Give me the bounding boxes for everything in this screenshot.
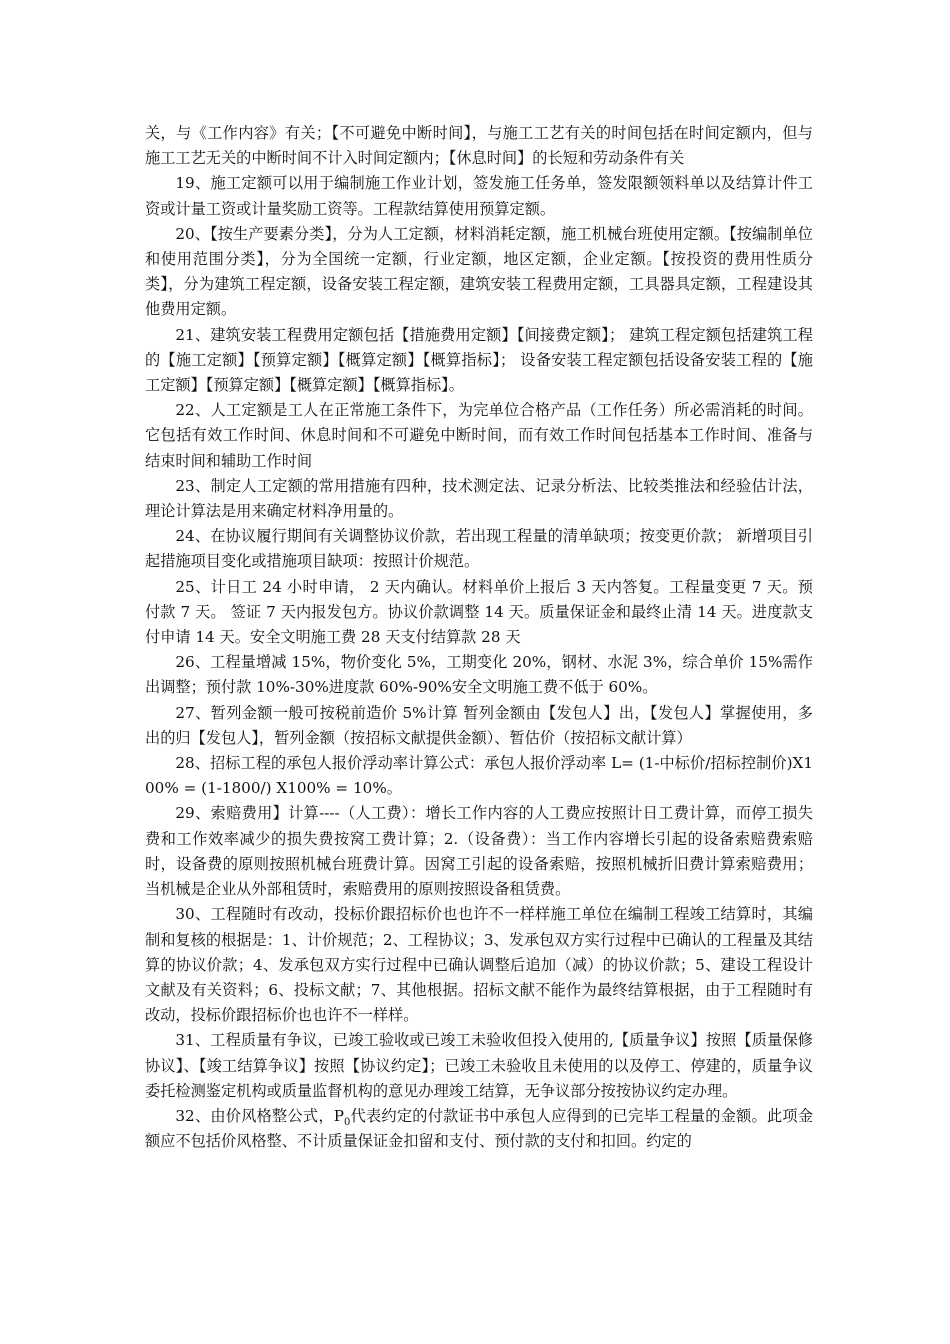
paragraph-31: 31、工程质量有争议，已竣工验收或已竣工未验收但投入使用的,【质量争议】按照【质量保修协议】、【竣工结算争议】按照【协议约定】；已竣工未验收且未使用的以及停工、停建的，质量争议委托检测鉴定机构或质量监督机构的意见办理竣工结算，无争议部分按按协议约定办理。 (145, 1031, 813, 1100)
paragraph-25: 25、计日工 24 小时申请， 2 天内确认。材料单价上报后 3 天内答复。工程量变更 7 天。预付款 7 天。 签证 7 天内报发包方。协议价款调整 14 天。质量保证金和最终止清 14 天。进度款支付申请 14 天。安全文明施工费 28 天支付结算款 28 天 (145, 577, 813, 647)
paragraph-24: 24、在协议履行期间有关调整协议价款，若出现工程量的清单缺项；按变更价款； 新增项目引起措施项目变化或措施项目缺项：按照计价规范。 (145, 527, 813, 571)
paragraph-29: 29、索赔费用】计算----（人工费）：增长工作内容的人工费应按照计日工费计算，而停工损失费和工作效率减少的损失费按窝工费计算；2.（设备费）：当工作内容增长引起的设备索赔费索赔时，设备费的原则按照机械台班费计算。因窝工引起的设备索赔，按照机械折旧费计算索赔费用；当机械是企业从外部租赁时，索赔费用的原则按照设备租赁费。 (145, 804, 813, 899)
paragraph-30: 30、工程随时有改动，投标价跟招标价也也许不一样样施工单位在编制工程竣工结算时，其编制和复核的根据是：1、计价规范；2、工程协议；3、发承包双方实行过程中已确认的工程量及其结算的协议价款；4、发承包双方实行过程中已确认调整后追加（减）的协议价款；5、建设工程设计文献及有关资料；6、投标文献；7、其他根据。招标文献不能作为最终结算根据，由于工程随时有改动，投标价跟招标价也也许不一样样。 (145, 905, 813, 1025)
paragraph-18-continued: 关，与《工作内容》有关；【不可避免中断时间】，与施工工艺有关的时间包括在时间定额内，但与施工工艺无关的中断时间不计入时间定额内；【休息时间】的长短和劳动条件有关 (145, 124, 813, 168)
paragraph-32-lead: 32、由价风格整公式，P (175, 1106, 344, 1125)
subscript-zero: 0 (343, 1116, 351, 1128)
paragraph-21: 21、建筑安装工程费用定额包括【措施费用定额】【间接费定额】； 建筑工程定额包括建筑工程的【施工定额】【预算定额】【概算定额】【概算指标】； 设备安装工程定额包括设备安装工程的【施工定额】【预算定额】【概算定额】【概算指标】。 (145, 325, 813, 395)
paragraph-26: 26、工程量增减 15%，物价变化 5%，工期变化 20%，钢材、水泥 3%，综合单价 15%需作出调整；预付款 10%-30%进度款 60%-90%安全文明施工费不低于 60%。 (145, 653, 813, 697)
paragraph-23: 23、制定人工定额的常用措施有四种，技术测定法、记录分析法、比较类推法和经验估计法，理论计算法是用来确定材料净用量的。 (145, 476, 813, 521)
document-page (145, 121, 813, 1154)
paragraph-32 (145, 1104, 813, 1154)
paragraph-27: 27、暂列金额一般可按税前造价 5%计算 暂列金额由【发包人】出，【发包人】掌握使用，多出的归【发包人】，暂列金额（按招标文献提供金额）、暂估价（按招标文献计算） (145, 703, 813, 747)
paragraph-28: 28、招标工程的承包人报价浮动率计算公式：承包人报价浮动率 L= (1-中标价/招标控制价)X100% = (1-1800/) X100% = 10%。 (145, 754, 813, 798)
paragraph-19: 19、施工定额可以用于编制施工作业计划，签发施工任务单，签发限额领料单以及结算计件工资或计量工资或计量奖励工资等。工程款结算使用预算定额。 (145, 174, 813, 218)
paragraph-20: 20、【按生产要素分类】，分为人工定额，材料消耗定额，施工机械台班使用定额。【按编制单位和使用范围分类】，分为全国统一定额，行业定额，地区定额，企业定额。【按投资的费用性质分类】，分为建筑工程定额，设备安装工程定额，建筑安装工程费用定额，工具器具定额，工程建设其他费用定额。 (145, 224, 813, 319)
paragraph-22: 22、人工定额是工人在正常施工条件下，为完单位合格产品（工作任务）所必需消耗的时间。它包括有效工作时间、休息时间和不可避免中断时间，而有效工作时间包括基本工作时间、准备与结束时间和辅助工作时间 (145, 401, 813, 470)
paragraph-32-rest: 代表约定的付款证书中承包人应得到的已完毕工程量的金额。此项金额应不包括价风格整、不计质量保证金扣留和支付、预付款的支付和扣回。约定的 (145, 1106, 813, 1151)
